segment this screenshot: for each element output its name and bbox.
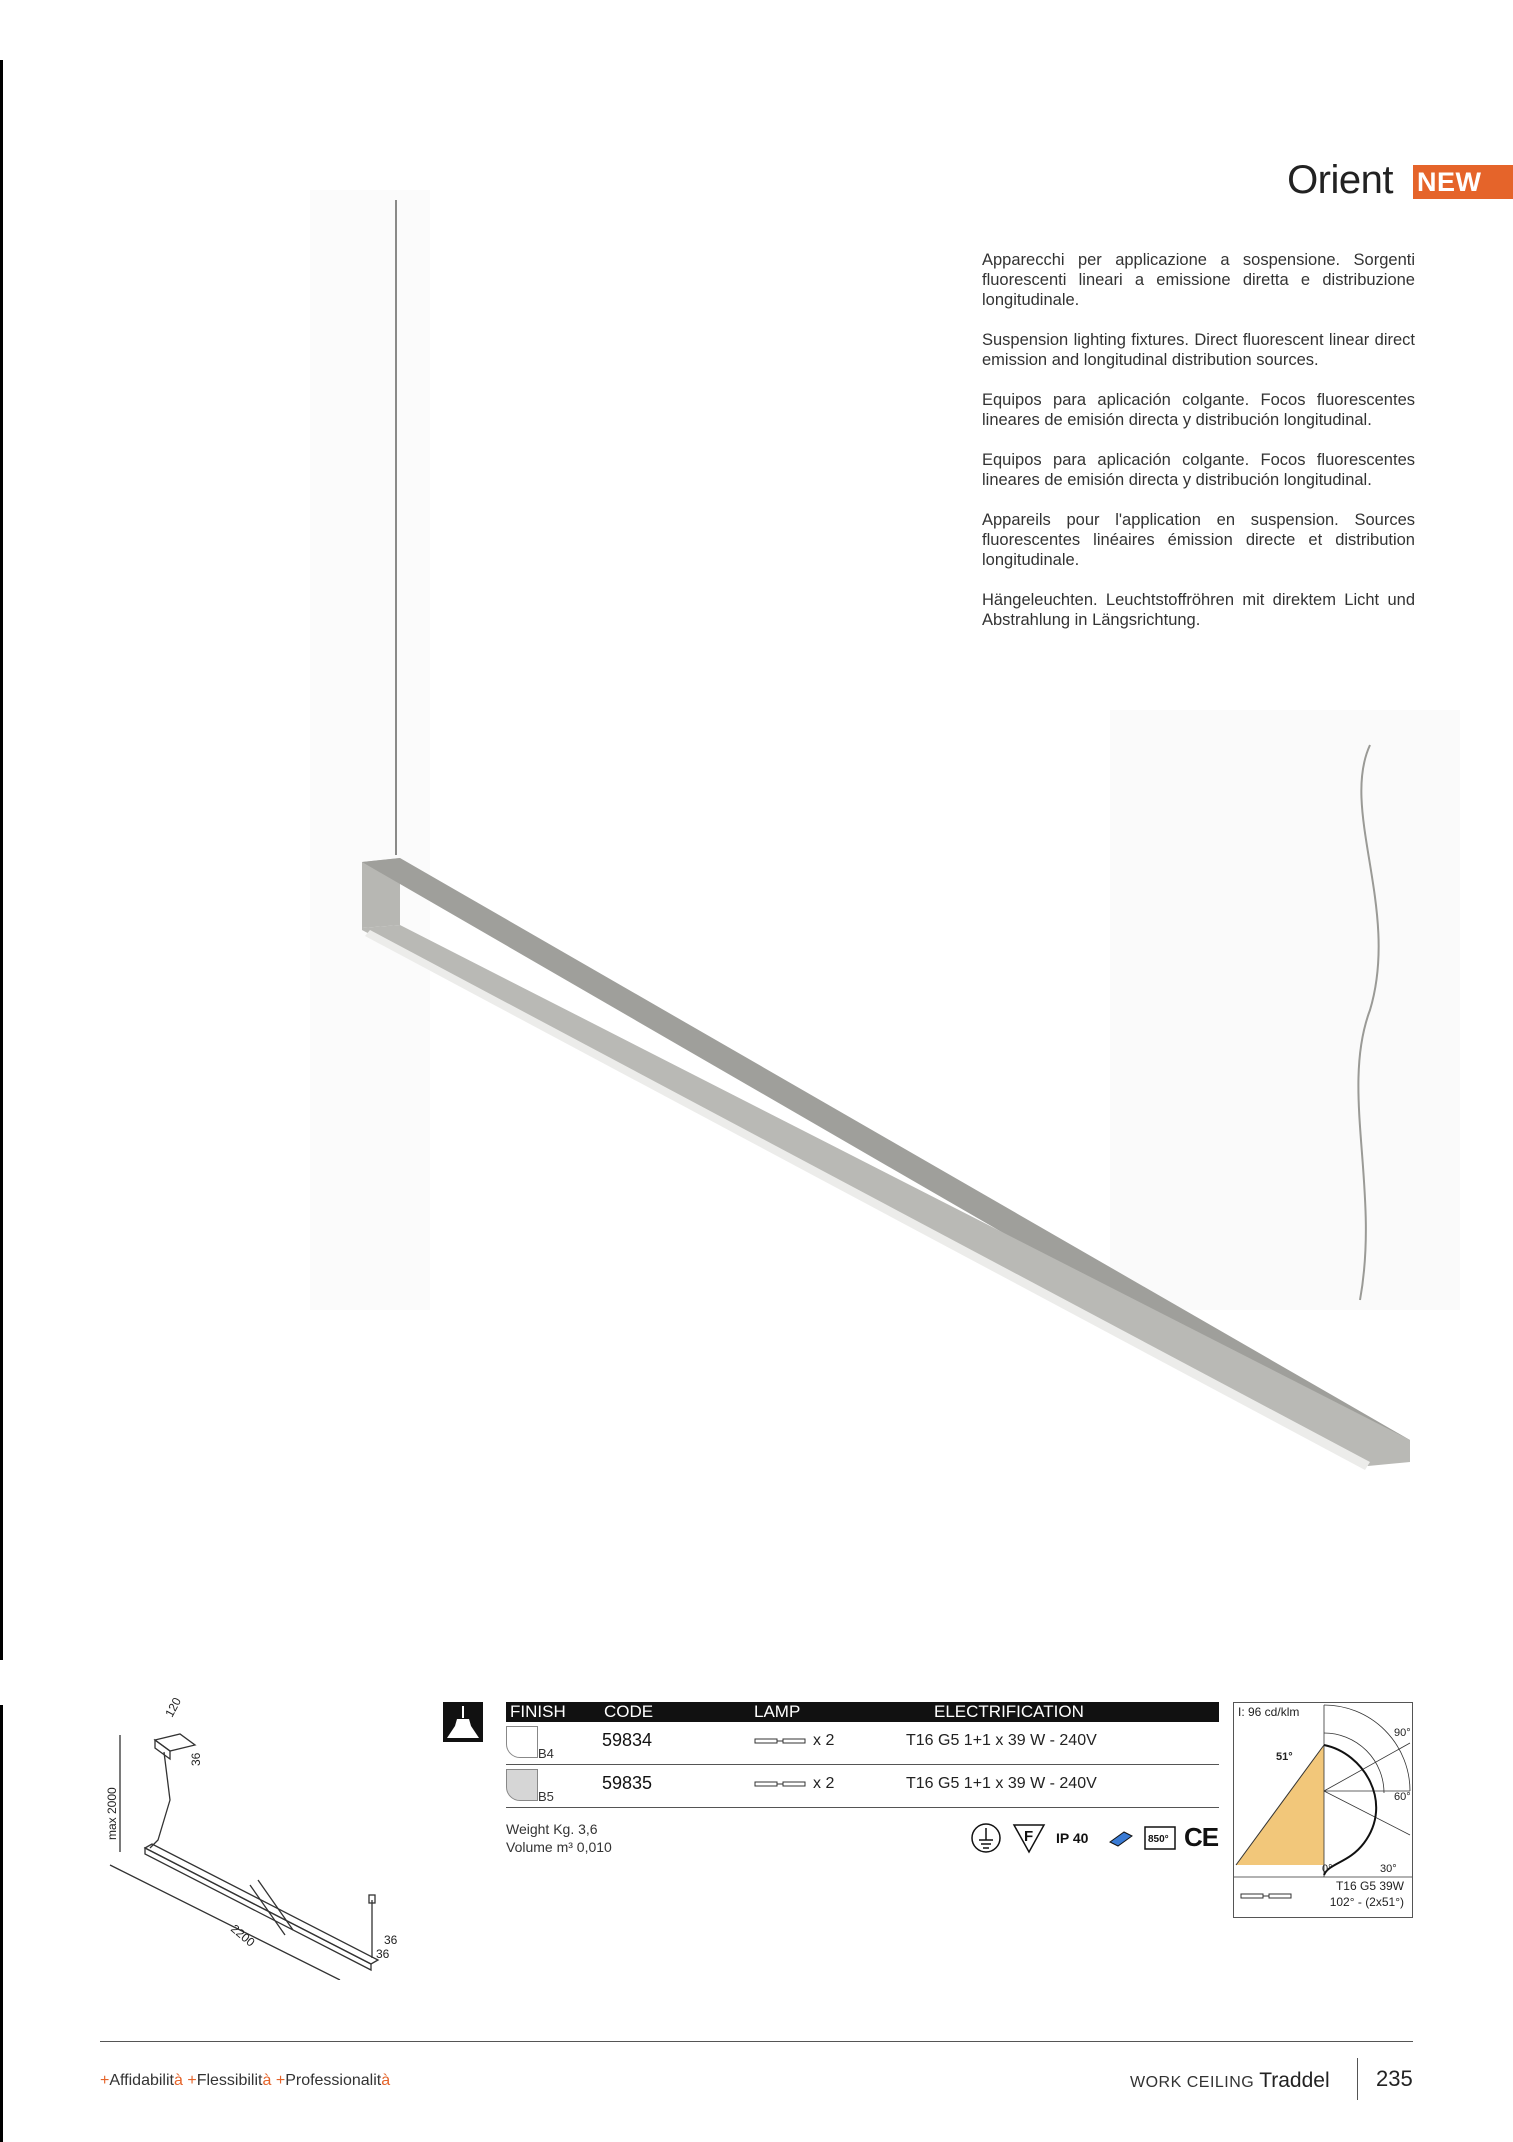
beam-angle: 51° (1276, 1751, 1293, 1763)
tag-flessibilita-accent: à (262, 2072, 272, 2089)
f-mark-label: F (1024, 1828, 1034, 1845)
shipping-info (506, 1820, 612, 1856)
new-badge: NEW (1413, 165, 1513, 199)
volume: Volume m³ 0,010 (506, 1839, 612, 1855)
lamp-quantity: x 2 (813, 1775, 835, 1792)
tag-professionalita-accent: à (381, 2072, 391, 2089)
plus-sign: + (100, 2072, 110, 2089)
finish-swatch (506, 1726, 538, 1758)
dim-max: max 2000 (105, 1787, 119, 1840)
ce-mark: CE (1184, 1822, 1219, 1852)
weight: Weight Kg. 3,6 (506, 1821, 598, 1837)
photometric-diagram (1233, 1702, 1413, 1918)
photometry-beam: 102° - (2x51°) (1329, 1895, 1404, 1909)
fixture-bar-side (145, 1848, 371, 1970)
earth-ground-icon (970, 1822, 1002, 1854)
angle-30: 30° (1380, 1863, 1397, 1875)
intensity-label: I: 96 cd/klm (1238, 1705, 1300, 1719)
footer-section (1130, 2069, 1330, 2093)
lamp-tube-icon (1241, 1894, 1291, 1898)
lamp-tube-icon (754, 1781, 806, 1787)
fixture-bar-top (145, 1844, 378, 1964)
lamp-tube-icon (754, 1738, 806, 1744)
product-code: 59834 (602, 1730, 653, 1750)
tag-affidabilita-accent: à (173, 2072, 183, 2089)
ceiling-canopy (155, 1734, 195, 1751)
angle-0: 0° (1322, 1863, 1333, 1875)
certification-icons (970, 1822, 1220, 1854)
brand-name: Traddel (1259, 2069, 1330, 2092)
angle-90: 90° (1394, 1727, 1411, 1739)
product-table (506, 1702, 1219, 1808)
footer-divider (1357, 2058, 1358, 2100)
col-electrification: ELECTRIFICATION (934, 1702, 1084, 1721)
desc-italian: Apparecchi per applicazione a sospensione. Sorgenti fluorescenti lineari a emissione diretta e distribuzione longitudinale. (982, 251, 1415, 309)
plus-sign: + (275, 2072, 286, 2089)
desc-portuguese: Equipos para aplicación colgante. Focos fluorescentes lineares de emisión directa y distribución longitudinal. (982, 451, 1415, 489)
glow-wire-label: 850° (1148, 1834, 1169, 1845)
photometry-lamp: T16 G5 39W (1335, 1879, 1404, 1893)
tag-professionalita: Professionalit (285, 2072, 382, 2089)
desc-french: Appareils pour l'application en suspension. Sources fluorescentes linéaires émission directe et distribution longitudinale. (982, 511, 1415, 569)
polar-ring-outer (1324, 1705, 1410, 1791)
pendant-icon (443, 1702, 483, 1742)
dim-36-top: 36 (189, 1752, 203, 1766)
product-photo (310, 190, 1460, 1490)
footer-tagline (100, 2072, 390, 2090)
photo-bg-right (1110, 710, 1460, 1310)
finish-swatch (506, 1769, 538, 1801)
table-header (506, 1702, 1219, 1722)
dimension-drawing (100, 1690, 420, 1980)
photo-bg-left (310, 190, 430, 1310)
desc-spanish: Equipos para aplicación colgante. Focos fluorescentes lineares de emisión directa y distribución longitudinal. (982, 391, 1415, 429)
electrification: T16 G5 1+1 x 39 W - 240V (906, 1775, 1097, 1792)
page-number: 235 (1376, 2066, 1413, 2091)
canopy-side (155, 1740, 170, 1759)
surface-mount-icon (1108, 1828, 1134, 1848)
product-title: Orient (1287, 158, 1393, 202)
dim-36-b: 36 (376, 1947, 390, 1961)
dim-length: 2200 (228, 1921, 258, 1950)
lamp-quantity: x 2 (813, 1732, 835, 1749)
tag-flessibilita: Flessibilit (196, 2072, 263, 2089)
angle-60: 60° (1394, 1791, 1411, 1803)
finish-code: B5 (538, 1789, 554, 1804)
tag-affidabilita: Affidabilit (109, 2072, 174, 2089)
section-name: WORK CEILING (1130, 2074, 1255, 2091)
table-row (506, 1722, 1219, 1765)
polar-ring-mid (1324, 1733, 1384, 1793)
finish-code: B4 (538, 1746, 554, 1761)
desc-german: Hängeleuchten. Leuchtstoffröhren mit direktem Licht und Abstrahlung in Längsrichtung. (982, 591, 1415, 629)
f-mark-icon (1012, 1822, 1046, 1854)
page-edge-bar (0, 0, 3, 2142)
dim-36-a: 36 (384, 1933, 398, 1947)
product-code: 59835 (602, 1773, 653, 1793)
suspension-wire (150, 1752, 170, 1848)
electrification: T16 G5 1+1 x 39 W - 240V (906, 1732, 1097, 1749)
intensity-curve (1324, 1745, 1376, 1875)
dim-120: 120 (162, 1695, 185, 1720)
desc-english: Suspension lighting fixtures. Direct fluorescent linear direct emission and longitudinal distribution sources. (982, 331, 1415, 369)
col-lamp: LAMP (754, 1702, 801, 1721)
table-row (506, 1765, 1219, 1808)
footer-rule (100, 2041, 1413, 2042)
plus-sign: + (187, 2072, 197, 2089)
glow-wire-icon (1144, 1826, 1176, 1850)
col-code: CODE (604, 1702, 654, 1721)
col-finish: FINISH (510, 1702, 566, 1721)
ip-rating: IP 40 (1056, 1830, 1089, 1846)
